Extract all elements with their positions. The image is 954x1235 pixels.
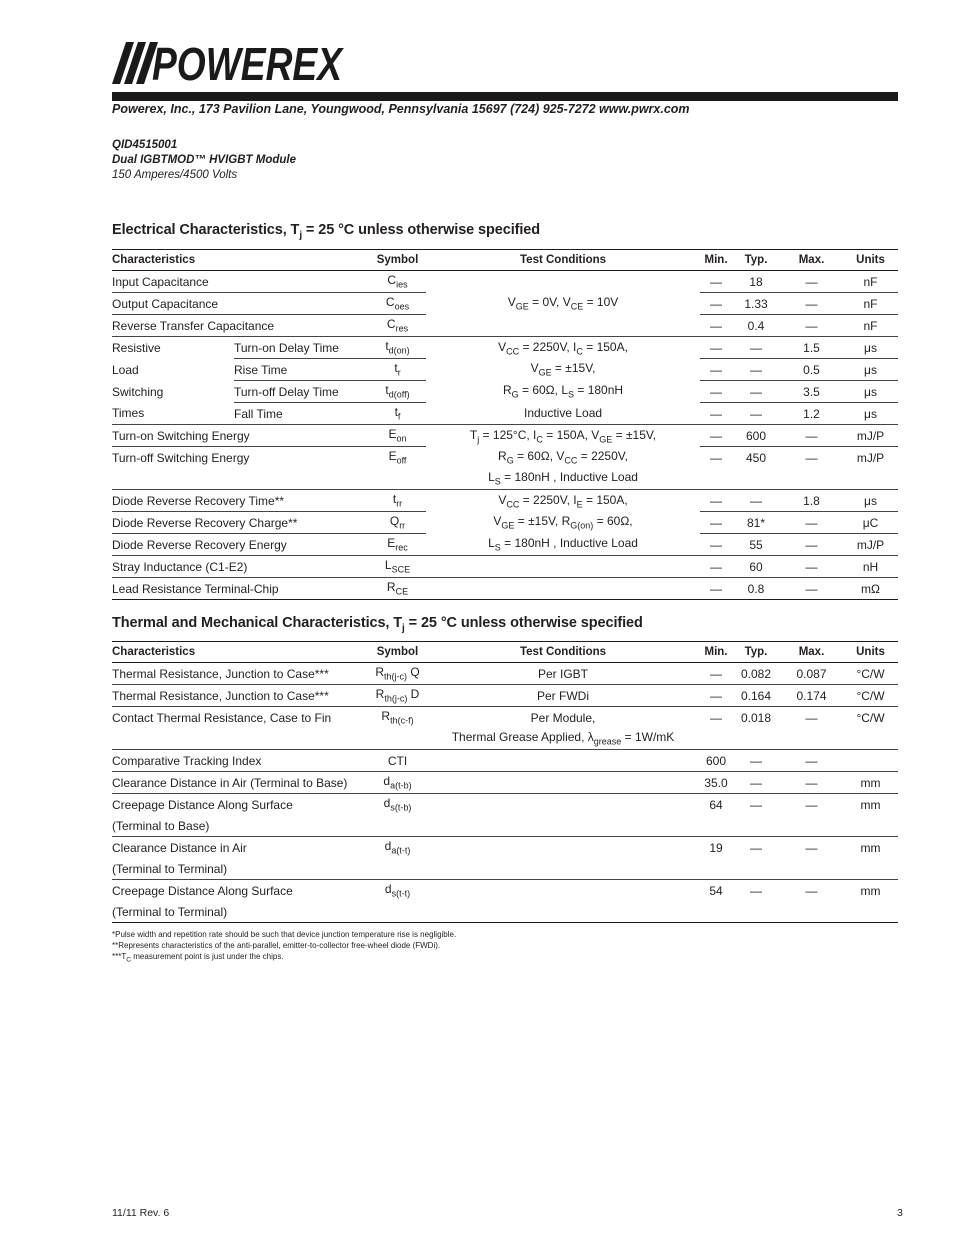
table-cell: — xyxy=(780,772,843,794)
table-cell: °C/W xyxy=(843,685,898,707)
table-cell xyxy=(426,556,700,578)
table-cell: 35.0 xyxy=(700,772,732,794)
table-cell: — xyxy=(700,425,732,447)
table-row xyxy=(112,578,898,600)
table-row xyxy=(112,772,898,794)
table-cell: — xyxy=(700,447,732,469)
table-row xyxy=(112,815,898,837)
column-header: Symbol xyxy=(369,642,426,663)
table-cell: Thermal Resistance, Junction to Case*** xyxy=(112,666,329,681)
table-cell: 0.5 xyxy=(780,359,843,381)
table-cell xyxy=(700,468,898,490)
table-cell: — xyxy=(700,685,732,707)
table-cell: nF xyxy=(863,274,878,289)
table-row xyxy=(112,271,898,293)
table-cell: 0.4 xyxy=(732,315,780,337)
table-cell: 19 xyxy=(700,837,732,859)
table-cell: Inductive Load xyxy=(523,406,603,421)
table-cell: $L_S = 180nH$ , Inductive Load xyxy=(488,470,638,487)
table-cell xyxy=(700,728,898,750)
table-header-row xyxy=(112,250,898,271)
column-header: Units xyxy=(843,250,898,271)
table-cell: Per FWDi xyxy=(426,685,700,707)
table-cell: — xyxy=(732,772,780,794)
header-rule xyxy=(112,92,898,101)
table-cell: — xyxy=(780,534,843,556)
table-row xyxy=(112,837,898,859)
table-cell: 0.8 xyxy=(732,578,780,600)
column-header: Typ. xyxy=(732,642,780,663)
table-cell: μs xyxy=(843,490,898,512)
table-cell: 0.174 xyxy=(780,685,843,707)
table-row xyxy=(112,447,898,469)
table-cell: 1.2 xyxy=(780,403,843,425)
table-cell: μs xyxy=(843,359,898,381)
table-cell: (Terminal to Terminal) xyxy=(112,861,228,876)
table-cell: $d_{a(t-b)}$ xyxy=(369,772,426,794)
table-cell: — xyxy=(732,359,780,381)
table-cell: mm xyxy=(843,837,898,859)
table-row xyxy=(112,794,898,816)
table-cell: — xyxy=(780,707,843,729)
table-cell xyxy=(426,880,700,902)
table-cell: Times xyxy=(112,406,145,421)
table-cell: nF xyxy=(843,293,898,315)
table-cell: 64 xyxy=(700,794,732,816)
table-row xyxy=(112,901,898,923)
table-cell: — xyxy=(700,359,732,381)
table-cell: Output Capacitance xyxy=(112,293,369,315)
table-cell: mJ/P xyxy=(843,447,898,469)
table-cell: Load xyxy=(112,362,139,377)
footnotes xyxy=(112,929,456,966)
column-header: Min. xyxy=(700,250,732,271)
table-cell: — xyxy=(732,837,780,859)
table-row xyxy=(112,663,898,685)
table-cell: Turn-off Switching Energy xyxy=(112,447,369,469)
table-cell: Comparative Tracking Index xyxy=(112,750,369,772)
table-cell: Turn-on Delay Time xyxy=(234,337,369,359)
table-cell: Input Capacitance xyxy=(112,274,209,289)
table-cell: $t_r$ xyxy=(369,359,426,381)
table-cell: — xyxy=(780,447,843,469)
part-info xyxy=(112,138,296,183)
table-cell: Per Module, xyxy=(426,707,700,729)
table-cell: — xyxy=(805,274,818,289)
table-cell: °C/W xyxy=(856,666,885,681)
footnote: $***T_C$ measurement point is just under the chips. xyxy=(112,952,284,964)
table-cell: — xyxy=(780,512,843,534)
table-cell: $V_{GE} = 0V$, $V_{CE} = 10V$ xyxy=(507,295,619,312)
table-cell: $R_{th(j-c)}$ D xyxy=(369,685,426,707)
table-cell: — xyxy=(780,794,843,816)
table-cell: — xyxy=(700,707,732,729)
column-header: Test Conditions xyxy=(426,642,700,663)
table-header-row xyxy=(112,642,898,663)
part-description: Dual IGBTMOD™ HVIGBT Module xyxy=(112,154,296,166)
table-cell: — xyxy=(700,490,732,512)
table-cell: Switching xyxy=(112,384,164,399)
table-cell: Resistive xyxy=(112,337,234,359)
table-cell: Lead Resistance Terminal-Chip xyxy=(112,578,369,600)
table-cell: $t_{d(off)}$ xyxy=(369,381,426,403)
table-cell: $L_S = 180nH$ , Inductive Load xyxy=(488,536,638,553)
table-cell: — xyxy=(780,578,843,600)
table-cell: $E_{on}$ xyxy=(369,425,426,447)
table-cell: — xyxy=(700,556,732,578)
table-cell: — xyxy=(710,666,722,681)
table-cell: Thermal Resistance, Junction to Case*** xyxy=(112,685,369,707)
table-cell: — xyxy=(780,315,843,337)
table-cell: — xyxy=(732,794,780,816)
table-cell: (Terminal to Terminal) xyxy=(112,901,369,923)
column-header: Typ. xyxy=(732,250,780,271)
table-cell: Creepage Distance Along Surface xyxy=(112,880,369,902)
column-header: Max. xyxy=(780,642,843,663)
table-cell: Turn-on Switching Energy xyxy=(112,425,369,447)
table-cell xyxy=(426,578,700,600)
table-cell: 0.087 xyxy=(796,666,827,681)
table-cell: — xyxy=(700,337,732,359)
powerex-logo xyxy=(112,38,344,90)
table-cell: $R_G = 60\Omega$, $V_{CC} = 2250V$, xyxy=(498,449,628,466)
table-cell: 3.5 xyxy=(780,381,843,403)
table-cell: 55 xyxy=(732,534,780,556)
table-cell: mΩ xyxy=(843,578,898,600)
table-cell: 450 xyxy=(732,447,780,469)
table-cell: mm xyxy=(843,772,898,794)
table-cell: $d_{s(t-b)}$ xyxy=(369,794,426,816)
table-cell: $V_{GE} = \pm 15V$, $R_{G(on)} = 60\Omega$, xyxy=(493,514,633,531)
table-row xyxy=(112,750,898,772)
table-cell: $C_{oes}$ xyxy=(369,293,426,315)
table-cell xyxy=(843,750,898,772)
table-cell: $C_{res}$ xyxy=(369,315,426,337)
table-cell: Diode Reverse Recovery Time** xyxy=(112,490,369,512)
table-row xyxy=(112,556,898,578)
table-cell: Reverse Transfer Capacitance xyxy=(112,315,369,337)
table-cell: — xyxy=(732,381,780,403)
table-cell xyxy=(112,468,426,490)
footnote: **Represents characteristics of the anti-parallel, emitter-to-collector free-wheel diode (FWDi). xyxy=(112,941,441,950)
table-cell: — xyxy=(780,425,843,447)
table-cell: — xyxy=(780,750,843,772)
table-row xyxy=(112,728,898,750)
table-row xyxy=(112,337,898,359)
table-cell: nF xyxy=(843,315,898,337)
table-cell: Rise Time xyxy=(234,359,369,381)
table-cell: — xyxy=(700,512,732,534)
table-row xyxy=(112,685,898,707)
table-row xyxy=(112,468,898,490)
table-cell: $T_j = 125^\circ C$, $I_C = 150A$, $V_{GE} = \pm 15V$, xyxy=(426,425,700,447)
table-cell: 0.164 xyxy=(732,685,780,707)
table-cell: $E_{off}$ xyxy=(369,447,426,469)
table-cell: $t_{d(on)}$ xyxy=(369,337,426,359)
logo-wordmark: POWEREX xyxy=(152,38,344,90)
table-cell: CTI xyxy=(369,750,426,772)
table-cell: Thermal Grease Applied, $\lambda_{grease} = 1W/mK$ xyxy=(451,730,675,747)
table-cell xyxy=(426,794,700,816)
table-cell: 0.082 xyxy=(740,666,772,681)
table-row xyxy=(112,359,898,381)
table-cell: 1.8 xyxy=(780,490,843,512)
electrical-table xyxy=(112,249,898,600)
table-row xyxy=(112,534,898,556)
table-cell: μs xyxy=(843,403,898,425)
table-cell: — xyxy=(700,403,732,425)
column-header: Characteristics xyxy=(112,642,369,663)
table-cell: $t_f$ xyxy=(369,403,426,425)
table-row xyxy=(112,707,898,729)
table-cell: — xyxy=(700,381,732,403)
table-cell: $E_{rec}$ xyxy=(369,534,426,556)
table-cell xyxy=(426,750,700,772)
table-cell: Diode Reverse Recovery Energy xyxy=(112,534,369,556)
table-cell: 600 xyxy=(700,750,732,772)
table-cell: μs xyxy=(843,381,898,403)
table-cell: $Q_{rr}$ xyxy=(369,512,426,534)
table-cell: Diode Reverse Recovery Charge** xyxy=(112,512,369,534)
table-cell: 81* xyxy=(732,512,780,534)
part-rating: 150 Amperes/4500 Volts xyxy=(112,169,238,181)
table-row xyxy=(112,490,898,512)
page-number: 3 xyxy=(897,1207,903,1219)
table-cell: — xyxy=(700,578,732,600)
table-cell: $R_{th(c-f)}$ xyxy=(369,707,426,729)
table-cell xyxy=(426,772,700,794)
table-cell: mJ/P xyxy=(843,425,898,447)
table-cell: — xyxy=(732,750,780,772)
table-cell xyxy=(426,837,700,859)
electrical-section-title: Electrical Characteristics, $T_j = 25$ °C unless otherwise specified xyxy=(112,222,541,241)
column-header: Units xyxy=(843,642,898,663)
table-cell: $R_{CE}$ xyxy=(369,578,426,600)
thermal-section-title: Thermal and Mechanical Characteristics, $T_j = 25$ °C unless otherwise specified xyxy=(112,615,643,634)
table-cell: — xyxy=(780,837,843,859)
table-cell xyxy=(112,728,426,750)
part-number: QID4515001 xyxy=(112,139,178,151)
table-cell: Creepage Distance Along Surface xyxy=(112,794,369,816)
column-header: Max. xyxy=(780,250,843,271)
table-cell: (Terminal to Base) xyxy=(112,818,210,833)
table-row xyxy=(112,403,898,425)
table-cell: mJ/P xyxy=(843,534,898,556)
table-cell: Clearance Distance in Air xyxy=(112,837,369,859)
table-cell: $V_{CC} = 2250V$, $I_E = 150A$, xyxy=(426,490,700,512)
table-cell: — xyxy=(700,534,732,556)
table-cell: $d_{a(t-t)}$ xyxy=(369,837,426,859)
thermal-table xyxy=(112,641,898,923)
table-cell: — xyxy=(732,337,780,359)
company-address: Powerex, Inc., 173 Pavilion Lane, Youngwood, Pennsylvania 15697 (724) 925-7272 www.pwrx.com xyxy=(112,102,690,116)
table-row xyxy=(112,512,898,534)
table-cell: — xyxy=(710,274,723,289)
table-cell: $C_{ies}$ xyxy=(387,273,408,290)
table-cell: mm xyxy=(843,794,898,816)
table-cell xyxy=(369,815,898,837)
column-header: Test Conditions xyxy=(426,250,700,271)
table-cell: Contact Thermal Resistance, Case to Fin xyxy=(112,707,369,729)
revision-label: 11/11 Rev. 6 xyxy=(112,1207,170,1219)
table-cell: — xyxy=(732,880,780,902)
table-cell: mm xyxy=(843,880,898,902)
column-header: Characteristics xyxy=(112,250,369,271)
table-cell: nH xyxy=(843,556,898,578)
column-header: Min. xyxy=(700,642,732,663)
table-cell xyxy=(369,901,898,923)
table-cell: — xyxy=(700,293,732,315)
table-cell: Clearance Distance in Air (Terminal to Base) xyxy=(112,772,369,794)
table-row xyxy=(112,425,898,447)
table-cell: — xyxy=(780,293,843,315)
table-cell: 18 xyxy=(749,274,763,289)
table-cell: — xyxy=(700,315,732,337)
table-row xyxy=(112,381,898,403)
table-cell: Stray Inductance (C1-E2) xyxy=(112,556,369,578)
table-row xyxy=(112,858,898,880)
table-cell: — xyxy=(780,556,843,578)
table-cell: $V_{GE} = \pm 15V$, xyxy=(530,361,596,378)
table-row xyxy=(112,880,898,902)
table-cell: $R_G = 60\Omega$, $L_S = 180nH$ xyxy=(502,383,624,400)
table-cell: μC xyxy=(843,512,898,534)
column-header: Symbol xyxy=(369,250,426,271)
table-cell: $L_{SCE}$ xyxy=(369,556,426,578)
table-cell xyxy=(369,858,898,880)
table-cell: — xyxy=(780,880,843,902)
table-cell: — xyxy=(732,403,780,425)
table-cell: Fall Time xyxy=(234,403,369,425)
table-cell: Per IGBT xyxy=(537,666,588,681)
table-cell: 1.5 xyxy=(780,337,843,359)
table-cell: $t_{rr}$ xyxy=(369,490,426,512)
table-cell: 1.33 xyxy=(732,293,780,315)
table-cell: $R_{th(j-c)}$ Q xyxy=(375,665,420,682)
table-cell: Turn-off Delay Time xyxy=(234,381,369,403)
table-cell: $V_{CC} = 2250V$, $I_C = 150A$, xyxy=(426,337,700,359)
table-cell: 0.018 xyxy=(732,707,780,729)
table-cell: 600 xyxy=(732,425,780,447)
table-cell: μs xyxy=(843,337,898,359)
table-cell: °C/W xyxy=(843,707,898,729)
table-cell: 60 xyxy=(732,556,780,578)
footnote: *Pulse width and repetition rate should be such that device junction temperature rise is negligible. xyxy=(112,930,457,939)
table-cell: 54 xyxy=(700,880,732,902)
table-cell: $d_{s(t-t)}$ xyxy=(369,880,426,902)
table-cell: — xyxy=(732,490,780,512)
